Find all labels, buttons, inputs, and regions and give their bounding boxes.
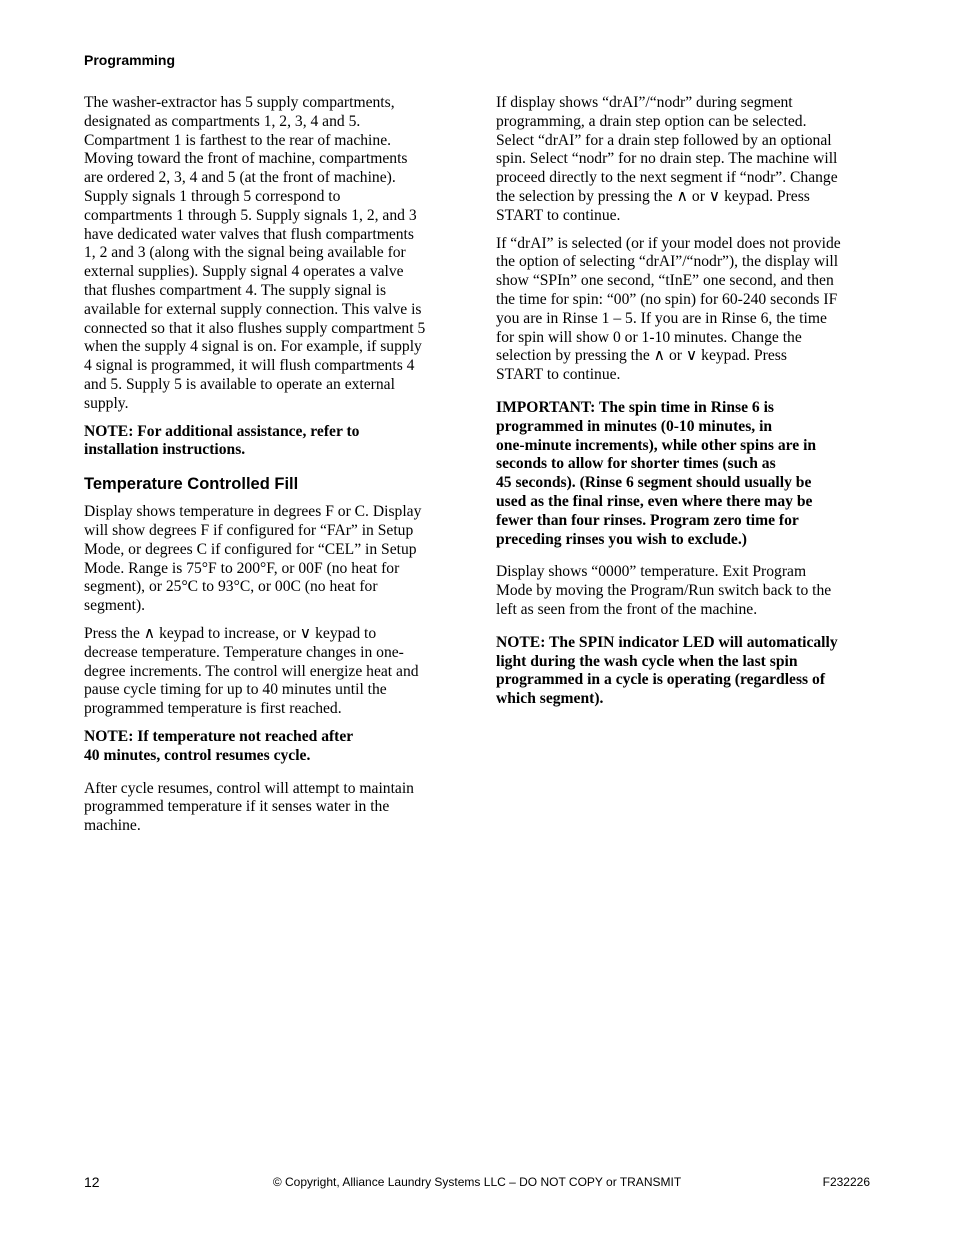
- text-line: programmed in minutes (0-10 minutes, in: [496, 417, 773, 435]
- left-column: [84, 94, 456, 845]
- text-line: are ordered 2, 3, 4 and 5 (at the front of machine).: [84, 169, 396, 187]
- section-title: Programming: [84, 52, 176, 68]
- text-line: 45 seconds). (Rinse 6 segment should usually be: [496, 474, 812, 492]
- text-line: Display shows temperature in degrees F or C. Display: [84, 503, 422, 521]
- text-line: IMPORTANT: The spin time in Rinse 6 is: [496, 398, 774, 416]
- text-line: programming, a drain step option can be selected.: [496, 112, 807, 130]
- text-line: supply.: [84, 394, 129, 412]
- text-line: The washer-extractor has 5 supply compartments,: [84, 94, 395, 111]
- spin-led-note: [496, 634, 869, 709]
- text-line: and 5. Supply 5 is available to operate an external: [84, 375, 395, 393]
- text-line: machine.: [84, 817, 141, 835]
- text-line: which segment).: [496, 690, 604, 708]
- text-line: START to continue.: [496, 206, 621, 224]
- copyright-notice: © Copyright, Alliance Laundry Systems LLC – DO NOT COPY or TRANSMIT: [272, 1175, 682, 1189]
- text-line: used as the final rinse, even where there may be: [496, 492, 813, 510]
- text-line: show “SPIn” one second, “tInE” one second, and then: [496, 272, 834, 290]
- text-line: Mode. Range is 75°F to 200°F, or 00F (no heat for: [84, 559, 400, 577]
- text-line: the time for spin: “00” (no spin) for 60-240 seconds IF: [496, 290, 838, 308]
- text-line: If “drAI” is selected (or if your model does not provide: [496, 234, 841, 252]
- text-line: NOTE: If temperature not reached after: [84, 727, 354, 745]
- text-line: programmed temperature if it senses water in the: [84, 798, 390, 816]
- text-line: spin. Select “nodr” for no drain step. The machine will: [496, 150, 838, 168]
- text-line: NOTE: The SPIN indicator LED will automatically: [496, 633, 838, 651]
- text-line: pause cycle timing for up to 40 minutes until the: [84, 681, 387, 699]
- cycle-resume-paragraph: [84, 780, 456, 836]
- text-line: programmed in a cycle is operating (regardless of: [496, 671, 826, 689]
- temperature-keypad-paragraph: [84, 625, 456, 719]
- text-line: 1, 2 and 3 (along with the signal being available for: [84, 244, 406, 262]
- temperature-timeout-note: [84, 728, 456, 766]
- text-line: the option of selecting “drAI”/“nodr”), the display will: [496, 253, 839, 271]
- text-line: decrease temperature. Temperature changes in one-: [84, 643, 404, 661]
- text-line: fewer than four rinses. Program zero time for: [496, 511, 799, 529]
- text-line: programmed temperature is first reached.: [84, 700, 342, 718]
- text-line: degree increments. The control will energize heat and: [84, 662, 419, 680]
- text-line: left as seen from the front of the machine.: [496, 600, 758, 618]
- supply-compartments-paragraph: [84, 94, 456, 414]
- text-line: for spin will show 0 or 1-10 minutes. Change the: [496, 328, 802, 346]
- text-line: have dedicated water valves that flush compartments: [84, 225, 414, 243]
- page-number: 12: [84, 1174, 100, 1190]
- text-line: external supplies). Supply signal 4 operates a valve: [84, 263, 404, 281]
- right-column: [496, 94, 869, 723]
- text-line: Moving toward the front of machine, compartments: [84, 150, 408, 168]
- text-line: Compartment 1 is farthest to the rear of machine.: [84, 131, 392, 149]
- text-line: installation instructions.: [84, 441, 246, 459]
- text-line: preceding rinses you wish to exclude.): [496, 530, 747, 548]
- drain-option-paragraph: [496, 94, 869, 226]
- text-line: light during the wash cycle when the last spin: [496, 652, 798, 670]
- text-line: Select “drAI” for a drain step followed by an optional: [496, 131, 832, 149]
- text-line: START to continue.: [496, 366, 621, 384]
- text-line: NOTE: For additional assistance, refer to: [84, 422, 360, 440]
- text-line: proceed directly to the next segment if “nodr”. Change: [496, 169, 838, 187]
- text-line: you are in Rinse 1 – 5. If you are in Rinse 6, the time: [496, 309, 827, 327]
- text-line: available for external supply connection. This valve is: [84, 300, 422, 318]
- exit-program-paragraph: [496, 563, 869, 619]
- text-line: the selection by pressing the ∧ or ∨ keypad. Press: [496, 187, 810, 205]
- text-line: one-minute increments), while other spins are in: [496, 436, 817, 454]
- text-line: Supply signals 1 through 5 correspond to: [84, 187, 341, 205]
- temperature-fill-heading: Temperature Controlled Fill: [84, 475, 299, 494]
- text-line: Press the ∧ keypad to increase, or ∨ keypad to: [84, 624, 377, 642]
- spin-time-paragraph: [496, 235, 869, 385]
- text-line: selection by pressing the ∧ or ∨ keypad. Press: [496, 347, 787, 365]
- text-line: segment), or 25°C to 93°C, or 00C (no heat for: [84, 578, 378, 596]
- installation-note: [84, 423, 456, 461]
- text-line: Display shows “0000” temperature. Exit Program: [496, 563, 807, 581]
- text-line: seconds to allow for shorter times (such as: [496, 455, 776, 473]
- text-line: Mode, or degrees C if configured for “CEL” in Setup: [84, 540, 417, 558]
- text-line: that flushes compartment 4. The supply signal is: [84, 281, 387, 299]
- text-line: compartments 1 through 5. Supply signals 1, 2, and 3: [84, 206, 417, 224]
- text-line: connected so that it also flushes supply compartment 5: [84, 319, 426, 337]
- text-line: designated as compartments 1, 2, 3, 4 and 5.: [84, 112, 361, 130]
- text-line: Mode by moving the Program/Run switch back to the: [496, 582, 832, 600]
- text-line: If display shows “drAI”/“nodr” during segment: [496, 94, 793, 111]
- text-line: 40 minutes, control resumes cycle.: [84, 746, 311, 764]
- important-spin-note: [496, 399, 869, 549]
- text-line: will show degrees F if configured for “FAr” in Setup: [84, 521, 414, 539]
- text-line: segment).: [84, 597, 146, 615]
- text-line: 4 signal is programmed, it will flush compartments 4: [84, 357, 415, 375]
- text-line: After cycle resumes, control will attempt to maintain: [84, 779, 414, 797]
- document-number: F232226: [822, 1175, 870, 1189]
- temperature-display-paragraph: [84, 503, 456, 616]
- text-line: when the supply 4 signal is on. For example, if supply: [84, 338, 422, 356]
